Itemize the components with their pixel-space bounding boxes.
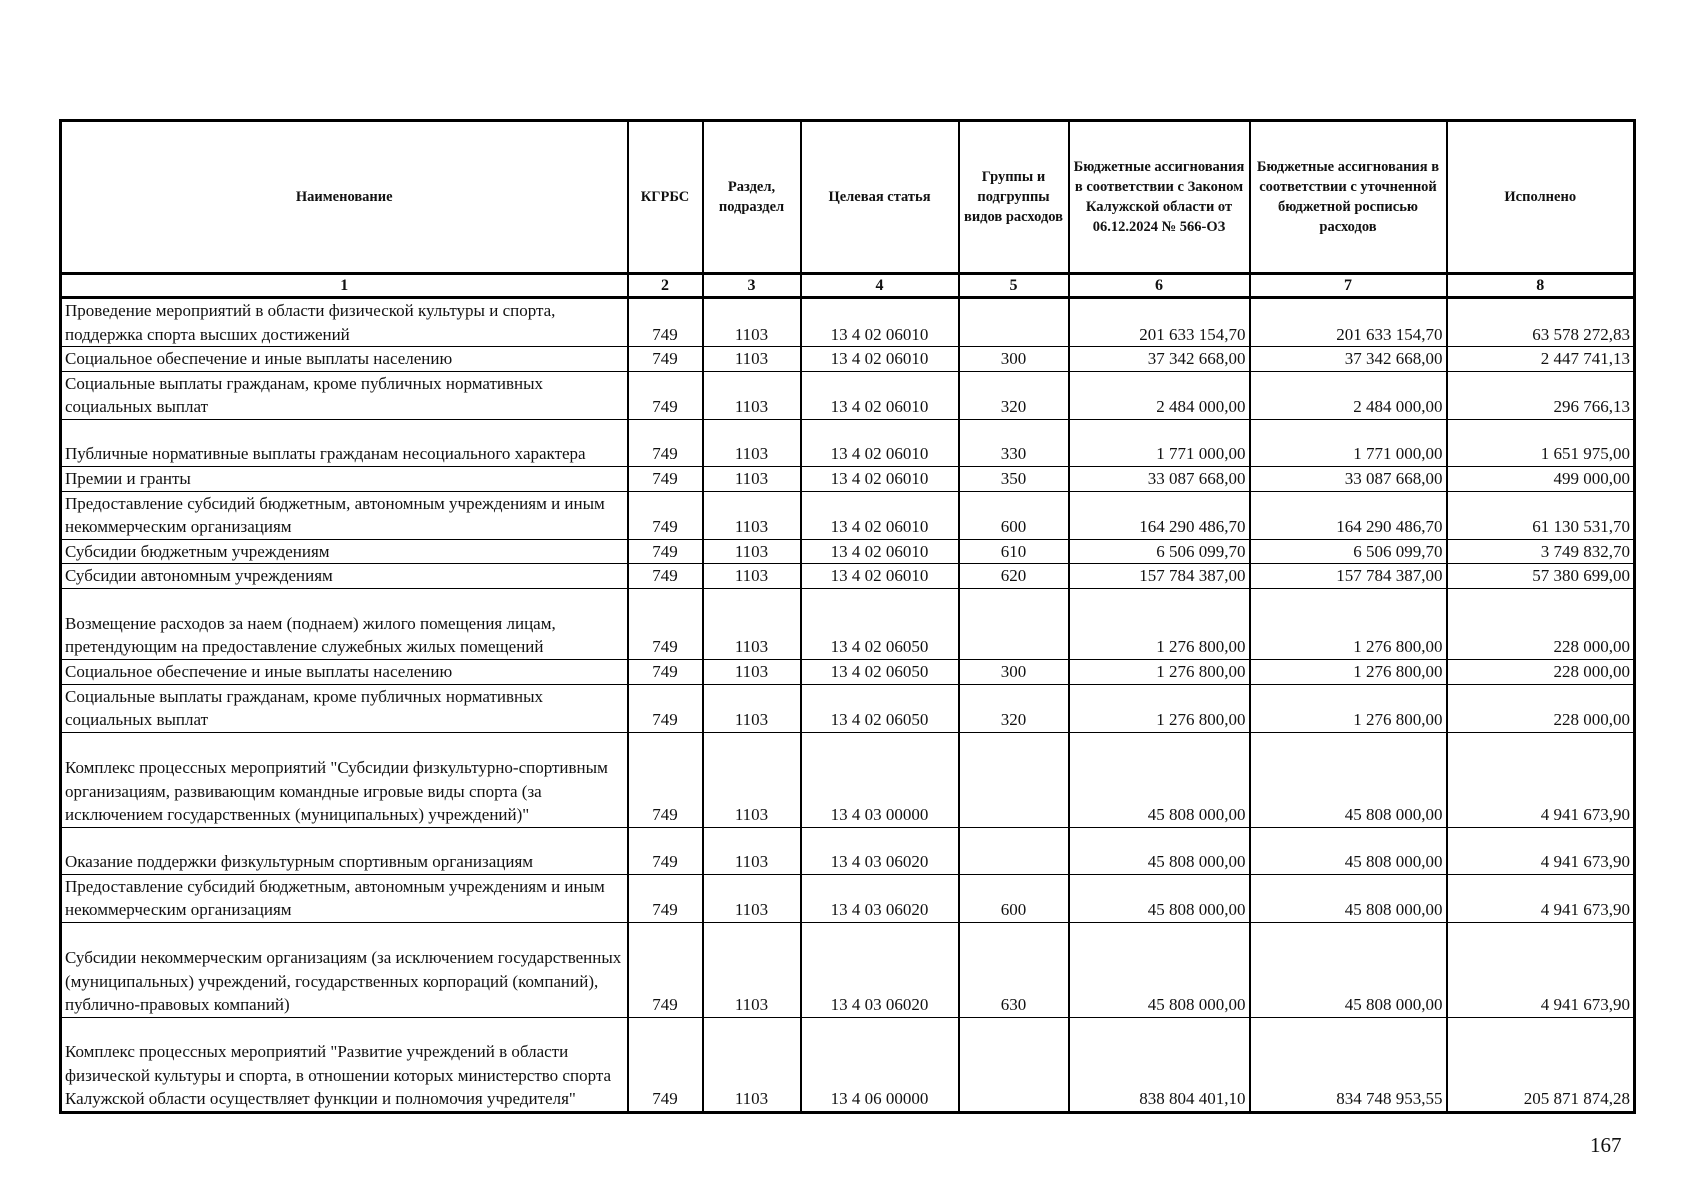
row-name: Социальное обеспечение и иные выплаты населению bbox=[61, 659, 628, 684]
row-vid: 320 bbox=[959, 371, 1069, 419]
row-kgrbs: 749 bbox=[628, 922, 703, 1017]
row-kgrbs: 749 bbox=[628, 659, 703, 684]
row-rospis: 33 087 668,00 bbox=[1250, 466, 1447, 491]
row-zakon: 164 290 486,70 bbox=[1069, 491, 1250, 539]
row-rospis: 2 484 000,00 bbox=[1250, 371, 1447, 419]
row-kgrbs: 749 bbox=[628, 684, 703, 732]
table-row bbox=[61, 564, 1635, 589]
row-name: Предоставление субсидий бюджетным, автономным учреждениям и иным некоммерческим организациям bbox=[61, 491, 628, 539]
row-kgrbs: 749 bbox=[628, 732, 703, 827]
table-row bbox=[61, 922, 1635, 1017]
row-statya: 13 4 02 06050 bbox=[801, 684, 959, 732]
row-razdel: 1103 bbox=[703, 732, 801, 827]
row-vid bbox=[959, 588, 1069, 659]
row-ispolneno: 2 447 741,13 bbox=[1447, 347, 1635, 372]
row-statya: 13 4 02 06010 bbox=[801, 347, 959, 372]
row-kgrbs: 749 bbox=[628, 347, 703, 372]
row-razdel: 1103 bbox=[703, 588, 801, 659]
row-razdel: 1103 bbox=[703, 419, 801, 466]
row-zakon: 33 087 668,00 bbox=[1069, 466, 1250, 491]
row-rospis: 37 342 668,00 bbox=[1250, 347, 1447, 372]
row-vid: 300 bbox=[959, 347, 1069, 372]
row-rospis: 45 808 000,00 bbox=[1250, 732, 1447, 827]
table-row bbox=[61, 659, 1635, 684]
row-statya: 13 4 03 06020 bbox=[801, 874, 959, 922]
row-ispolneno: 4 941 673,90 bbox=[1447, 922, 1635, 1017]
row-zakon: 1 276 800,00 bbox=[1069, 659, 1250, 684]
budget-table bbox=[59, 119, 1636, 1114]
row-statya: 13 4 03 00000 bbox=[801, 732, 959, 827]
table-row bbox=[61, 347, 1635, 372]
row-statya: 13 4 02 06010 bbox=[801, 539, 959, 564]
row-kgrbs: 749 bbox=[628, 827, 703, 874]
row-statya: 13 4 02 06050 bbox=[801, 659, 959, 684]
table-row bbox=[61, 1017, 1635, 1112]
row-rospis: 834 748 953,55 bbox=[1250, 1017, 1447, 1112]
row-rospis: 1 276 800,00 bbox=[1250, 659, 1447, 684]
row-name: Премии и гранты bbox=[61, 466, 628, 491]
row-zakon: 1 771 000,00 bbox=[1069, 419, 1250, 466]
row-name: Возмещение расходов за наем (поднаем) жилого помещения лицам, претендующим на предоставление служебных жилых помещений bbox=[61, 588, 628, 659]
row-kgrbs: 749 bbox=[628, 1017, 703, 1112]
row-zakon: 2 484 000,00 bbox=[1069, 371, 1250, 419]
row-zakon: 157 784 387,00 bbox=[1069, 564, 1250, 589]
table-row bbox=[61, 732, 1635, 827]
table-row bbox=[61, 298, 1635, 347]
row-kgrbs: 749 bbox=[628, 491, 703, 539]
row-zakon: 1 276 800,00 bbox=[1069, 684, 1250, 732]
row-statya: 13 4 02 06010 bbox=[801, 491, 959, 539]
table-row bbox=[61, 539, 1635, 564]
row-statya: 13 4 02 06010 bbox=[801, 466, 959, 491]
header-name: Наименование bbox=[61, 121, 628, 274]
column-number-row bbox=[61, 274, 1635, 298]
row-name: Публичные нормативные выплаты гражданам несоциального характера bbox=[61, 419, 628, 466]
row-rospis: 45 808 000,00 bbox=[1250, 827, 1447, 874]
header-razdel: Раздел, подраздел bbox=[703, 121, 801, 274]
row-ispolneno: 228 000,00 bbox=[1447, 588, 1635, 659]
column-number: 4 bbox=[801, 274, 959, 298]
table-row bbox=[61, 874, 1635, 922]
row-ispolneno: 499 000,00 bbox=[1447, 466, 1635, 491]
row-zakon: 6 506 099,70 bbox=[1069, 539, 1250, 564]
row-vid: 320 bbox=[959, 684, 1069, 732]
row-ispolneno: 4 941 673,90 bbox=[1447, 732, 1635, 827]
row-name: Социальное обеспечение и иные выплаты населению bbox=[61, 347, 628, 372]
row-vid bbox=[959, 732, 1069, 827]
header-rospis: Бюджетные ассигнования в соответствии с уточненной бюджетной росписью расходов bbox=[1250, 121, 1447, 274]
row-razdel: 1103 bbox=[703, 539, 801, 564]
row-statya: 13 4 06 00000 bbox=[801, 1017, 959, 1112]
row-name: Проведение мероприятий в области физической культуры и спорта, поддержка спорта высших достижений bbox=[61, 298, 628, 347]
page-number: 167 bbox=[1590, 1133, 1622, 1157]
row-razdel: 1103 bbox=[703, 1017, 801, 1112]
row-name: Предоставление субсидий бюджетным, автономным учреждениям и иным некоммерческим организациям bbox=[61, 874, 628, 922]
row-razdel: 1103 bbox=[703, 827, 801, 874]
row-name: Комплекс процессных мероприятий "Субсидии физкультурно-спортивным организациям, развивающим командные игровые виды спорта (за исключением государственных (муниципальных) учреждений)" bbox=[61, 732, 628, 827]
row-zakon: 1 276 800,00 bbox=[1069, 588, 1250, 659]
row-vid: 600 bbox=[959, 874, 1069, 922]
row-name: Оказание поддержки физкультурным спортивным организациям bbox=[61, 827, 628, 874]
row-kgrbs: 749 bbox=[628, 419, 703, 466]
row-name: Субсидии бюджетным учреждениям bbox=[61, 539, 628, 564]
column-number: 7 bbox=[1250, 274, 1447, 298]
column-number: 6 bbox=[1069, 274, 1250, 298]
row-zakon: 45 808 000,00 bbox=[1069, 827, 1250, 874]
row-rospis: 6 506 099,70 bbox=[1250, 539, 1447, 564]
row-statya: 13 4 03 06020 bbox=[801, 922, 959, 1017]
row-name: Субсидии автономным учреждениям bbox=[61, 564, 628, 589]
row-rospis: 157 784 387,00 bbox=[1250, 564, 1447, 589]
row-razdel: 1103 bbox=[703, 684, 801, 732]
row-razdel: 1103 bbox=[703, 466, 801, 491]
table-row bbox=[61, 588, 1635, 659]
row-vid bbox=[959, 827, 1069, 874]
header-ispolneno: Исполнено bbox=[1447, 121, 1635, 274]
row-vid: 620 bbox=[959, 564, 1069, 589]
row-rospis: 1 276 800,00 bbox=[1250, 588, 1447, 659]
row-kgrbs: 749 bbox=[628, 874, 703, 922]
row-kgrbs: 749 bbox=[628, 298, 703, 347]
row-zakon: 45 808 000,00 bbox=[1069, 874, 1250, 922]
header-statya: Целевая статья bbox=[801, 121, 959, 274]
table-row bbox=[61, 419, 1635, 466]
row-statya: 13 4 02 06010 bbox=[801, 419, 959, 466]
row-rospis: 201 633 154,70 bbox=[1250, 298, 1447, 347]
row-zakon: 201 633 154,70 bbox=[1069, 298, 1250, 347]
column-number: 5 bbox=[959, 274, 1069, 298]
row-ispolneno: 3 749 832,70 bbox=[1447, 539, 1635, 564]
row-razdel: 1103 bbox=[703, 371, 801, 419]
row-statya: 13 4 03 06020 bbox=[801, 827, 959, 874]
row-ispolneno: 57 380 699,00 bbox=[1447, 564, 1635, 589]
row-kgrbs: 749 bbox=[628, 539, 703, 564]
row-statya: 13 4 02 06050 bbox=[801, 588, 959, 659]
row-kgrbs: 749 bbox=[628, 371, 703, 419]
row-ispolneno: 296 766,13 bbox=[1447, 371, 1635, 419]
row-statya: 13 4 02 06010 bbox=[801, 564, 959, 589]
row-ispolneno: 1 651 975,00 bbox=[1447, 419, 1635, 466]
table-row bbox=[61, 491, 1635, 539]
row-zakon: 45 808 000,00 bbox=[1069, 922, 1250, 1017]
row-kgrbs: 749 bbox=[628, 466, 703, 491]
row-rospis: 45 808 000,00 bbox=[1250, 874, 1447, 922]
row-rospis: 45 808 000,00 bbox=[1250, 922, 1447, 1017]
row-zakon: 45 808 000,00 bbox=[1069, 732, 1250, 827]
row-ispolneno: 228 000,00 bbox=[1447, 684, 1635, 732]
table-row bbox=[61, 371, 1635, 419]
row-vid: 600 bbox=[959, 491, 1069, 539]
row-razdel: 1103 bbox=[703, 659, 801, 684]
row-kgrbs: 749 bbox=[628, 564, 703, 589]
row-statya: 13 4 02 06010 bbox=[801, 371, 959, 419]
row-vid: 630 bbox=[959, 922, 1069, 1017]
row-rospis: 1 276 800,00 bbox=[1250, 684, 1447, 732]
row-ispolneno: 205 871 874,28 bbox=[1447, 1017, 1635, 1112]
row-razdel: 1103 bbox=[703, 491, 801, 539]
row-vid: 300 bbox=[959, 659, 1069, 684]
row-kgrbs: 749 bbox=[628, 588, 703, 659]
table-row bbox=[61, 466, 1635, 491]
row-ispolneno: 63 578 272,83 bbox=[1447, 298, 1635, 347]
row-zakon: 838 804 401,10 bbox=[1069, 1017, 1250, 1112]
row-name: Социальные выплаты гражданам, кроме публичных нормативных социальных выплат bbox=[61, 371, 628, 419]
row-ispolneno: 4 941 673,90 bbox=[1447, 874, 1635, 922]
row-zakon: 37 342 668,00 bbox=[1069, 347, 1250, 372]
row-vid bbox=[959, 298, 1069, 347]
column-number: 8 bbox=[1447, 274, 1635, 298]
header-vid: Группы и подгруппы видов расходов bbox=[959, 121, 1069, 274]
row-razdel: 1103 bbox=[703, 922, 801, 1017]
row-name: Социальные выплаты гражданам, кроме публичных нормативных социальных выплат bbox=[61, 684, 628, 732]
row-vid bbox=[959, 1017, 1069, 1112]
row-name: Субсидии некоммерческим организациям (за исключением государственных (муниципальных) учреждений, государственных корпораций (компаний), публично-правовых компаний) bbox=[61, 922, 628, 1017]
row-razdel: 1103 bbox=[703, 564, 801, 589]
row-vid: 610 bbox=[959, 539, 1069, 564]
column-number: 1 bbox=[61, 274, 628, 298]
row-razdel: 1103 bbox=[703, 874, 801, 922]
row-vid: 350 bbox=[959, 466, 1069, 491]
row-ispolneno: 228 000,00 bbox=[1447, 659, 1635, 684]
row-ispolneno: 61 130 531,70 bbox=[1447, 491, 1635, 539]
row-razdel: 1103 bbox=[703, 298, 801, 347]
header-row bbox=[61, 121, 1635, 274]
row-ispolneno: 4 941 673,90 bbox=[1447, 827, 1635, 874]
row-statya: 13 4 02 06010 bbox=[801, 298, 959, 347]
row-vid: 330 bbox=[959, 419, 1069, 466]
table-row bbox=[61, 827, 1635, 874]
table-row bbox=[61, 684, 1635, 732]
row-rospis: 1 771 000,00 bbox=[1250, 419, 1447, 466]
header-zakon: Бюджетные ассигнования в соответствии с Законом Калужской области от 06.12.2024 № 566-ОЗ bbox=[1069, 121, 1250, 274]
column-number: 2 bbox=[628, 274, 703, 298]
row-name: Комплекс процессных мероприятий "Развитие учреждений в области физической культуры и спорта, в отношении которых министерство спорта Калужской области осуществляет функции и полномочия учредителя" bbox=[61, 1017, 628, 1112]
header-kgrbs: КГРБС bbox=[628, 121, 703, 274]
row-rospis: 164 290 486,70 bbox=[1250, 491, 1447, 539]
column-number: 3 bbox=[703, 274, 801, 298]
row-razdel: 1103 bbox=[703, 347, 801, 372]
